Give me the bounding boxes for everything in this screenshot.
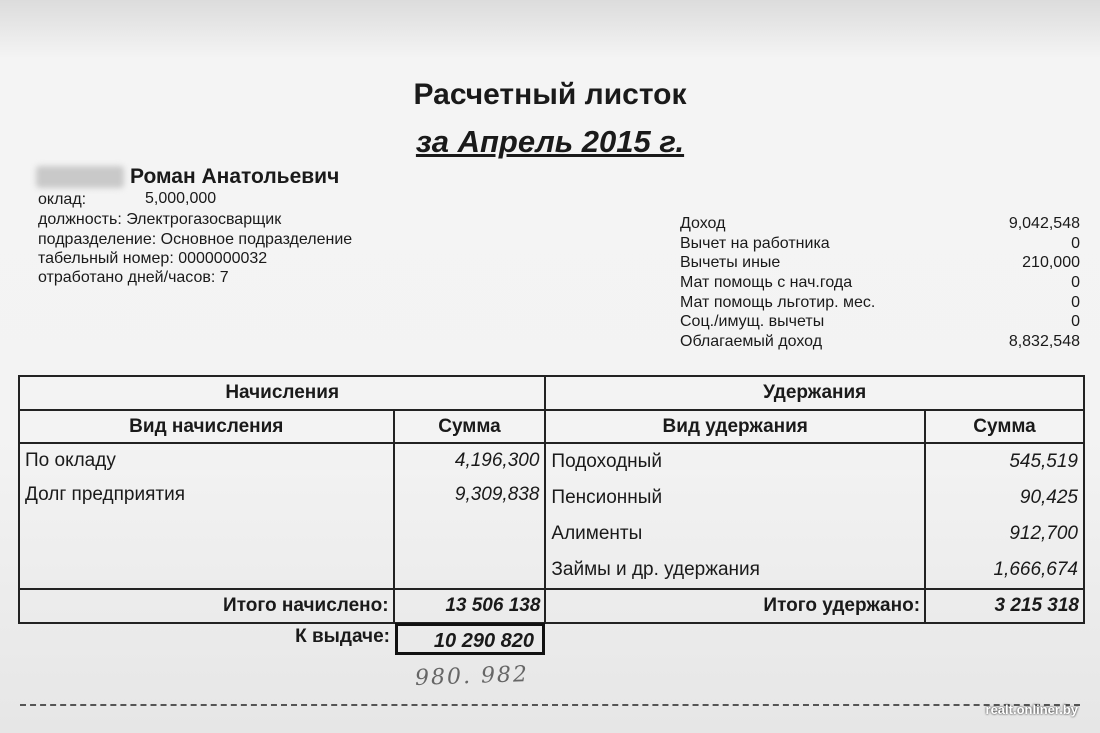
payout-label: К выдаче:: [295, 626, 390, 647]
summary-value: 0: [1071, 313, 1080, 331]
summary-row: [680, 332, 1080, 352]
deductions-total-label: Итого удержано:: [545, 589, 925, 623]
tear-line-divider: [20, 704, 1080, 706]
summary-label: Вычет на работника: [680, 234, 830, 252]
accrual-sums-cell: [394, 443, 546, 589]
deduction-types-cell: [545, 443, 925, 589]
summary-value: 9,042,548: [1008, 215, 1080, 232]
payout-value: 10 290 820: [395, 623, 545, 655]
summary-value: 0: [1071, 234, 1080, 252]
accrual-sum-column-header: Сумма: [394, 410, 546, 443]
accrual-sum: 4,196,300: [454, 450, 540, 471]
summary-value: 8,832,548: [1008, 333, 1080, 351]
deduction-sum: 90,425: [1019, 487, 1078, 508]
summary-row: [680, 253, 1080, 273]
summary-label: Соц./имущ. вычеты: [680, 313, 825, 331]
accruals-total-label: Итого начислено:: [19, 589, 394, 623]
accrual-type: По окладу: [25, 450, 116, 471]
summary-label: Вычеты иные: [680, 254, 781, 272]
department-line: подразделение: Основное подразделение: [38, 231, 353, 248]
payroll-table: [18, 375, 1085, 624]
summary-row: [680, 312, 1080, 332]
accruals-header: Начисления: [19, 376, 545, 410]
employee-name: Роман Анатольевич: [130, 165, 340, 188]
deductions-total-value: 3 215 318: [925, 589, 1084, 623]
deductions-header: Удержания: [545, 376, 1084, 410]
accrual-type-column-header: Вид начисления: [19, 410, 394, 443]
watermark: realt.onliner.by: [985, 702, 1078, 717]
blurred-surname: [36, 166, 124, 188]
summary-value: 0: [1071, 293, 1080, 311]
document-period: за Апрель 2015 г.: [415, 124, 685, 159]
tab-number-line: табельный номер: 0000000032: [38, 250, 268, 267]
deduction-type: Подоходный: [551, 451, 662, 472]
summary-row: [680, 273, 1080, 293]
deduction-type: Пенсионный: [551, 487, 663, 508]
deduction-sum: 912,700: [1009, 523, 1078, 544]
income-summary: [680, 214, 1080, 352]
deduction-sum-column-header: Сумма: [925, 410, 1084, 443]
summary-row: [680, 214, 1080, 234]
summary-value: 210,000: [1022, 254, 1080, 272]
accrual-types-cell: [19, 443, 394, 589]
summary-label: Доход: [680, 215, 726, 232]
deduction-sum: 1,666,674: [993, 559, 1078, 580]
summary-row: [680, 293, 1080, 313]
accrual-sum: 9,309,838: [454, 484, 540, 505]
accruals-total-value: 13 506 138: [394, 589, 546, 623]
deduction-type-column-header: Вид удержания: [545, 410, 925, 443]
summary-label: Мат помощь с нач.года: [680, 274, 853, 292]
worked-line: отработано дней/часов: 7: [38, 269, 229, 286]
salary-label: оклад:: [38, 191, 87, 208]
summary-label: Облагаемый доход: [680, 333, 823, 351]
deduction-sums-cell: [925, 443, 1084, 589]
document-title: Расчетный листок: [413, 78, 687, 111]
summary-value: 0: [1071, 274, 1080, 292]
position-line: должность: Электрогазосварщик: [38, 211, 282, 228]
accrual-type: Долг предприятия: [25, 484, 185, 505]
summary-row: [680, 234, 1080, 254]
deduction-type: Займы и др. удержания: [551, 559, 760, 580]
deduction-sum: 545,519: [1009, 451, 1078, 472]
summary-label: Мат помощь льготир. мес.: [680, 293, 876, 311]
handwritten-note: 980. 982: [414, 662, 530, 691]
deduction-type: Алименты: [551, 523, 643, 544]
salary-value: 5,000,000: [145, 190, 217, 207]
